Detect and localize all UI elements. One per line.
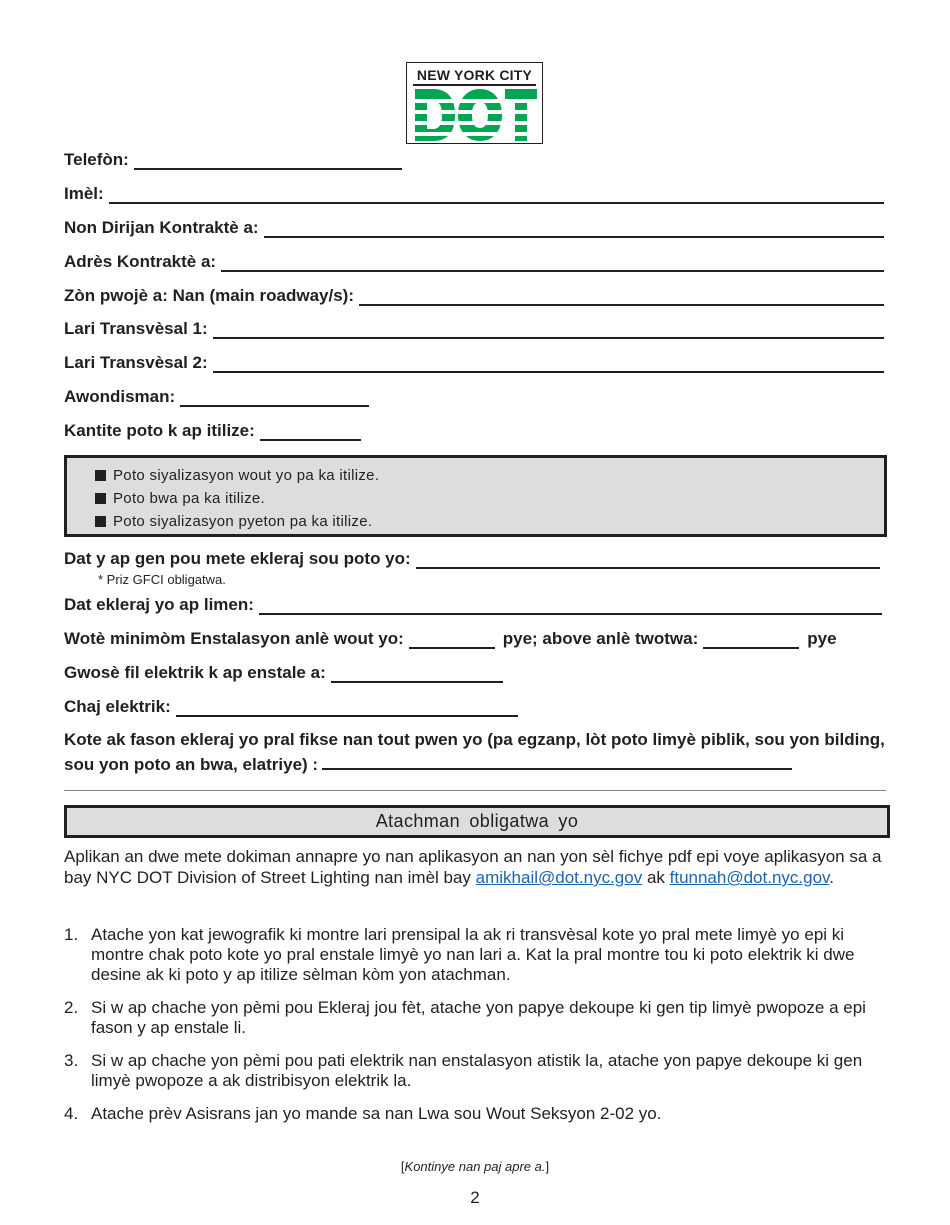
pole-count-field — [64, 419, 884, 441]
sidewalk-height-input-line[interactable] — [703, 632, 799, 649]
cross-street-1-field — [64, 317, 884, 339]
square-bullet-icon — [95, 493, 106, 504]
attachment-method-input-line[interactable] — [322, 754, 792, 770]
email-input-line[interactable] — [109, 187, 884, 204]
install-date-field — [64, 547, 884, 569]
pole-count-label: Kantite poto k ap itilize: — [64, 421, 255, 440]
list-item: 2. Si w ap chache yon pèmi pou Ekleraj jou fèt, atache yon papye dekoupe ki gen tip limyè pwopoze a epi fason y ap enstale li. — [64, 998, 866, 1037]
removal-date-input-line[interactable] — [259, 598, 882, 615]
square-bullet-icon — [95, 470, 106, 481]
contractor-name-input-line[interactable] — [264, 221, 884, 238]
cross-street-2-field — [64, 351, 884, 373]
attachments-header: Atachman obligatwa yo — [64, 805, 890, 838]
contractor-address-field — [64, 250, 884, 272]
min-height-field — [64, 627, 884, 649]
restriction-item: Poto siyalizasyon pyeton pa ka itilize. — [95, 513, 372, 530]
phone-field — [64, 148, 884, 170]
cross-street-1-label: Lari Transvèsal 1: — [64, 319, 208, 338]
electric-load-field — [64, 695, 884, 717]
removal-date-label: Dat ekleraj yo ap limen: — [64, 595, 254, 614]
feet-label: pye — [807, 629, 837, 648]
cross-street-2-input-line[interactable] — [213, 356, 884, 373]
electric-load-input-line[interactable] — [176, 700, 518, 717]
phone-label: Telefòn: — [64, 150, 129, 169]
contractor-name-field — [64, 216, 884, 238]
borough-field — [64, 385, 884, 407]
page-number: 2 — [470, 1188, 480, 1207]
list-item: 1. Atache yon kat jewografik ki montre lari prensipal la ak ri transvèsal kote yo pral mete limyè yo epi ki montre chak poto kote yo pral enstale limyè yo nan lari a. Kat la pral montre tou ki poto elektrik ki dwe desine ak ki poto y ap itilize sèlman kòm yon atachman. — [64, 925, 855, 984]
nyc-dot-logo — [406, 62, 543, 144]
project-zone-field — [64, 284, 884, 306]
wire-size-field — [64, 661, 884, 683]
cross-street-1-input-line[interactable] — [213, 322, 884, 339]
restriction-item: Poto bwa pa ka itilize. — [95, 490, 265, 507]
removal-date-field — [64, 593, 884, 615]
phone-input-line[interactable] — [134, 153, 402, 170]
list-item: 3. Si w ap chache yon pèmi pou pati elektrik nan enstalasyon atistik la, atache yon papye dekoupe ki gen limyè pwopoze a ak distribisyon elektrik la. — [64, 1051, 863, 1090]
square-bullet-icon — [95, 516, 106, 527]
dot-logo-mark — [413, 89, 538, 141]
restriction-item: Poto siyalizasyon wout yo pa ka itilize. — [95, 467, 379, 484]
feet-sidewalk-label: pye; above anlè twotwa: — [502, 629, 699, 648]
wire-size-input-line[interactable] — [331, 666, 503, 683]
contractor-address-label: Adrès Kontraktè a: — [64, 252, 217, 271]
borough-label: Awondisman: — [64, 387, 176, 406]
roadway-height-input-line[interactable] — [409, 632, 495, 649]
email-link-amikhail[interactable]: amikhail@dot.nyc.gov — [475, 868, 643, 887]
continued-note: [Kontinye nan paj apre a.] — [400, 1159, 550, 1174]
attachments-intro: Aplikan an dwe mete dokiman annapre yo nan aplikasyon an nan yon sèl fichye pdf epi voye aplikasyon sa a bay NYC DOT Division of Street Lighting nan imèl bay amikhail@dot.nyc.gov ak ftunnah@dot.nyc.gov. — [64, 847, 882, 887]
borough-input-line[interactable] — [180, 390, 369, 407]
attachment-method-field — [64, 727, 894, 777]
pole-count-input-line[interactable] — [260, 424, 361, 441]
install-date-input-line[interactable] — [416, 552, 880, 569]
list-item: 4. Atache prèv Asisrans jan yo mande sa nan Lwa sou Wout Seksyon 2-02 yo. — [64, 1104, 662, 1123]
email-label: Imèl: — [64, 184, 104, 203]
gfci-note: * Priz GFCI obligatwa. — [98, 572, 226, 587]
electric-load-label: Chaj elektrik: — [64, 697, 171, 716]
contractor-address-input-line[interactable] — [221, 255, 884, 272]
attachment-method-label: Kote ak fason ekleraj yo pral fikse nan tout pwen yo (pa egzanp, lòt poto limyè piblik, sou yon bilding, sou yon poto an bwa, elatriye) : — [64, 730, 885, 774]
section-divider — [64, 790, 886, 791]
project-zone-input-line[interactable] — [359, 289, 884, 306]
install-date-label: Dat y ap gen pou mete ekleraj sou poto yo: — [64, 549, 411, 568]
email-field — [64, 182, 884, 204]
project-zone-label: Zòn pwojè a: Nan (main roadway/s): — [64, 286, 354, 305]
logo-city-text: NEW YORK CITY — [416, 67, 533, 83]
cross-street-2-label: Lari Transvèsal 2: — [64, 353, 208, 372]
email-link-ftunnah[interactable]: ftunnah@dot.nyc.gov — [669, 868, 830, 887]
min-height-label: Wotè minimòm Enstalasyon anlè wout yo: — [64, 629, 404, 648]
pole-restrictions-box — [64, 455, 887, 537]
contractor-name-label: Non Dirijan Kontraktè a: — [64, 218, 259, 237]
logo-rule — [413, 84, 536, 86]
wire-size-label: Gwosè fil elektrik k ap enstale a: — [64, 663, 326, 682]
